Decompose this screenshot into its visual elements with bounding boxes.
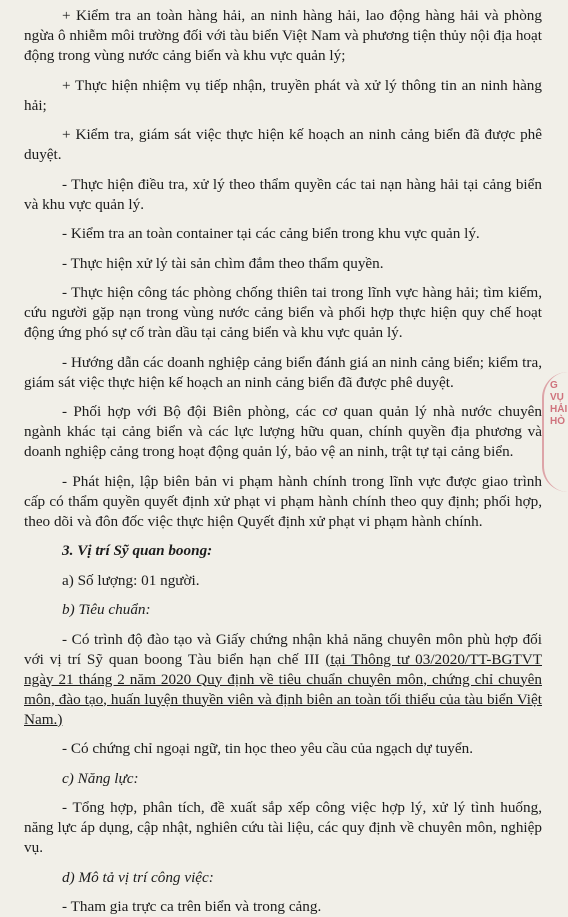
paragraph-violations: - Phát hiện, lập biên bản vi phạm hành chính trong lĩnh vực được giao trình cấp có thẩm quyền quyết định xử phạt vi phạm hành chính theo quy định; phối hợp, theo dõi và đôn đốc việc thực hiện Quyết định xử phạt vi phạm hành chính. bbox=[24, 472, 542, 530]
paragraph-certificates: - Có chứng chỉ ngoại ngữ, tin học theo yêu cầu của ngạch dự tuyển. bbox=[62, 740, 474, 757]
quantity-line bbox=[24, 571, 542, 591]
paragraph-competency: - Tổng hợp, phân tích, đề xuất sắp xếp công việc hợp lý, xử lý tình huống, năng lực áp dụng, cập nhật, nghiên cứu tài liệu, các quy định về chuyên môn, nghiệp vụ. bbox=[24, 799, 542, 856]
paragraph-watch-duty: - Tham gia trực ca trên biển và trong cảng. bbox=[62, 898, 322, 915]
paragraph-inspection-safety: + Kiểm tra an toàn hàng hải, an ninh hàng hải, lao động hàng hải và phòng ngừa ô nhiễm môi trường đối với tàu biển Việt Nam và phương tiện thủy nội địa hoạt động trong vùng nước cảng biển và khu vực quản lý; bbox=[24, 7, 542, 64]
paragraph-coordination: - Phối hợp với Bộ đội Biên phòng, các cơ quan quản lý nhà nước chuyên ngành khác tại cảng biển và các lực lượng hữu quan, chính quyền địa phương và doanh nghiệp cảng trong hoạt động quản lý, bảo vệ an ninh, trật tự tại cảng biển. bbox=[24, 403, 542, 460]
stamp-text-3: HẢI bbox=[550, 404, 568, 415]
stamp-text-4: HÒ bbox=[550, 416, 565, 427]
qualification-text: - Có trình độ đào tạo và Giấy chứng nhận khả năng chuyên môn phù hợp đối với vị trí Sỹ quan boong Tàu biển hạn chế III bbox=[24, 630, 542, 668]
stamp-text-1: G bbox=[550, 380, 558, 391]
paragraph-accident-investigation: - Thực hiện điều tra, xử lý theo thẩm quyền các tai nạn hàng hải tại cảng biển và khu vực quản lý. bbox=[24, 175, 542, 213]
quantity-value: 01 người. bbox=[137, 571, 200, 589]
paragraph-security-info: + Thực hiện nhiệm vụ tiếp nhận, truyền phát và xử lý thông tin an ninh hàng hải; bbox=[24, 76, 542, 114]
paragraph-guidance-enterprises: - Hướng dẫn các doanh nghiệp cảng biển đánh giá an ninh cảng biển; kiểm tra, giám sát việc thực hiện kế hoạch an ninh cảng biển đã được phê duyệt. bbox=[24, 353, 542, 391]
circular-reference: (tại Thông tư 03/2020/TT-BGTVT ngày 21 tháng 2 năm 2020 Quy định về tiêu chuẩn chuyên môn, chứng chỉ chuyên môn, đào tạo, huấn luyện thuyền viên và định biên an toàn tối thiểu của tàu biển Việt Nam.) bbox=[24, 650, 542, 728]
competency-label: c) Năng lực: bbox=[62, 769, 139, 787]
paragraph-qualification bbox=[24, 630, 542, 730]
paragraph-sunken-assets: - Thực hiện xử lý tài sản chìm đắm theo thẩm quyền. bbox=[62, 254, 384, 272]
paragraph-port-security-plan: + Kiểm tra, giám sát việc thực hiện kế hoạch an ninh cảng biển đã được phê duyệt. bbox=[24, 126, 542, 163]
quantity-label: a) Số lượng: bbox=[62, 571, 138, 589]
paragraph-container-safety: - Kiểm tra an toàn container tại các cảng biển trong khu vực quản lý. bbox=[62, 225, 480, 242]
stamp-text-2: VỤ bbox=[550, 392, 564, 403]
standards-label: b) Tiêu chuẩn: bbox=[62, 601, 151, 618]
red-stamp-seal bbox=[542, 372, 568, 492]
job-description-label: d) Mô tả vị trí công việc: bbox=[62, 868, 214, 886]
paragraph-disaster-prevention: - Thực hiện công tác phòng chống thiên tai trong lĩnh vực hàng hải; tìm kiếm, cứu người gặp nạn trong vùng nước cảng biển và phối hợp thực hiện quy chế hoạt động ứng phó sự cố tràn dầu tại cảng biển và khu vực quản lý. bbox=[24, 284, 542, 341]
section-heading-deck-officer: 3. Vị trí Sỹ quan boong: bbox=[62, 542, 213, 559]
